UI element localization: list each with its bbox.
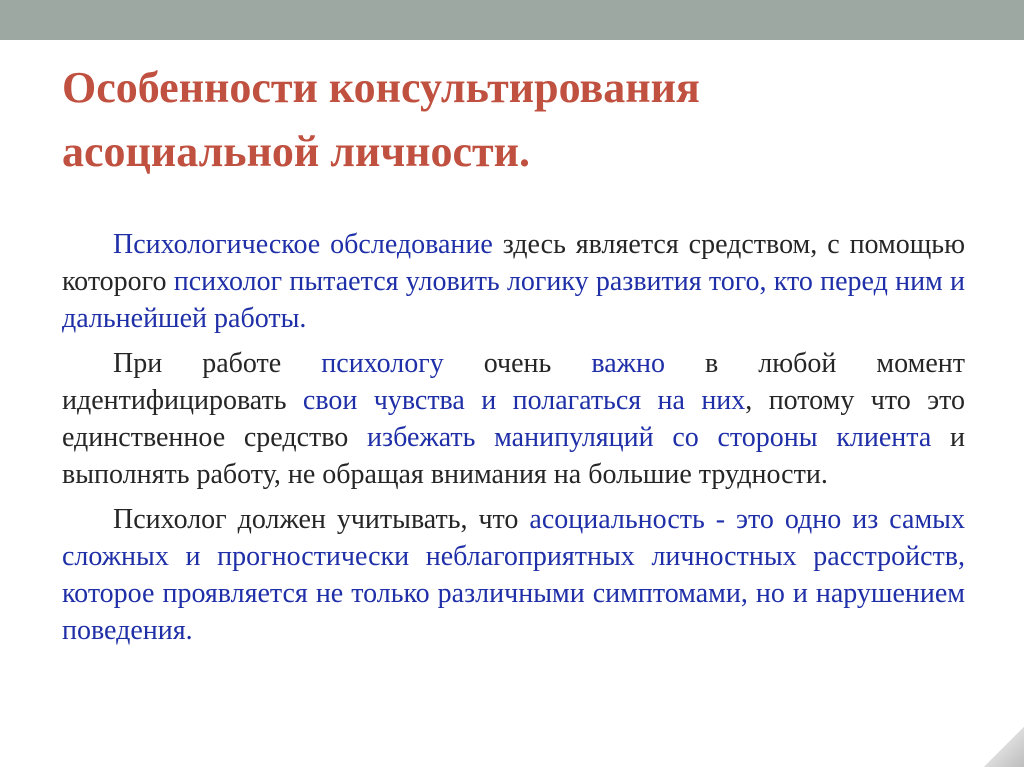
text-run: здесь является средством, с помощью которого <box>62 229 965 297</box>
paragraph-1 <box>62 226 965 337</box>
text-run: При работе <box>113 348 322 379</box>
text-run: Психологическое обследование <box>113 229 493 260</box>
text-run: Психолог должен учитывать, что <box>113 504 530 535</box>
text-run: психологу <box>321 348 444 379</box>
text-run: , потому что это единственное средство <box>62 385 965 453</box>
text-run: психолог пытается уловить логику развития того, кто перед ним и дальнейшей работы. <box>62 266 965 334</box>
paragraph-2 <box>62 345 965 493</box>
page-curl-decoration <box>984 727 1024 767</box>
text-run: в любой момент идентифицировать <box>62 348 965 416</box>
text-run: свои чувства и полагаться на них <box>302 385 746 416</box>
slide-title-line-1: Особенности консультирования <box>62 63 700 112</box>
text-run: очень <box>443 348 592 379</box>
text-run: важно <box>591 348 665 379</box>
text-run: избежать манипуляций со стороны клиента <box>367 422 932 453</box>
top-decorative-bar <box>0 0 1024 40</box>
slide-title-line-2: асоциальной личности. <box>62 127 530 176</box>
text-run: и выполнять работу, не обращая внимания на большие трудности. <box>62 422 965 490</box>
slide-title <box>62 56 962 184</box>
paragraph-3 <box>62 501 965 649</box>
text-run: асоциальность - это одно из самых сложных и прогностически неблагоприятных личностных расстройств, которое проявляется не только различными симптомами, но и нарушением поведения. <box>62 504 965 646</box>
slide-body <box>62 226 965 657</box>
